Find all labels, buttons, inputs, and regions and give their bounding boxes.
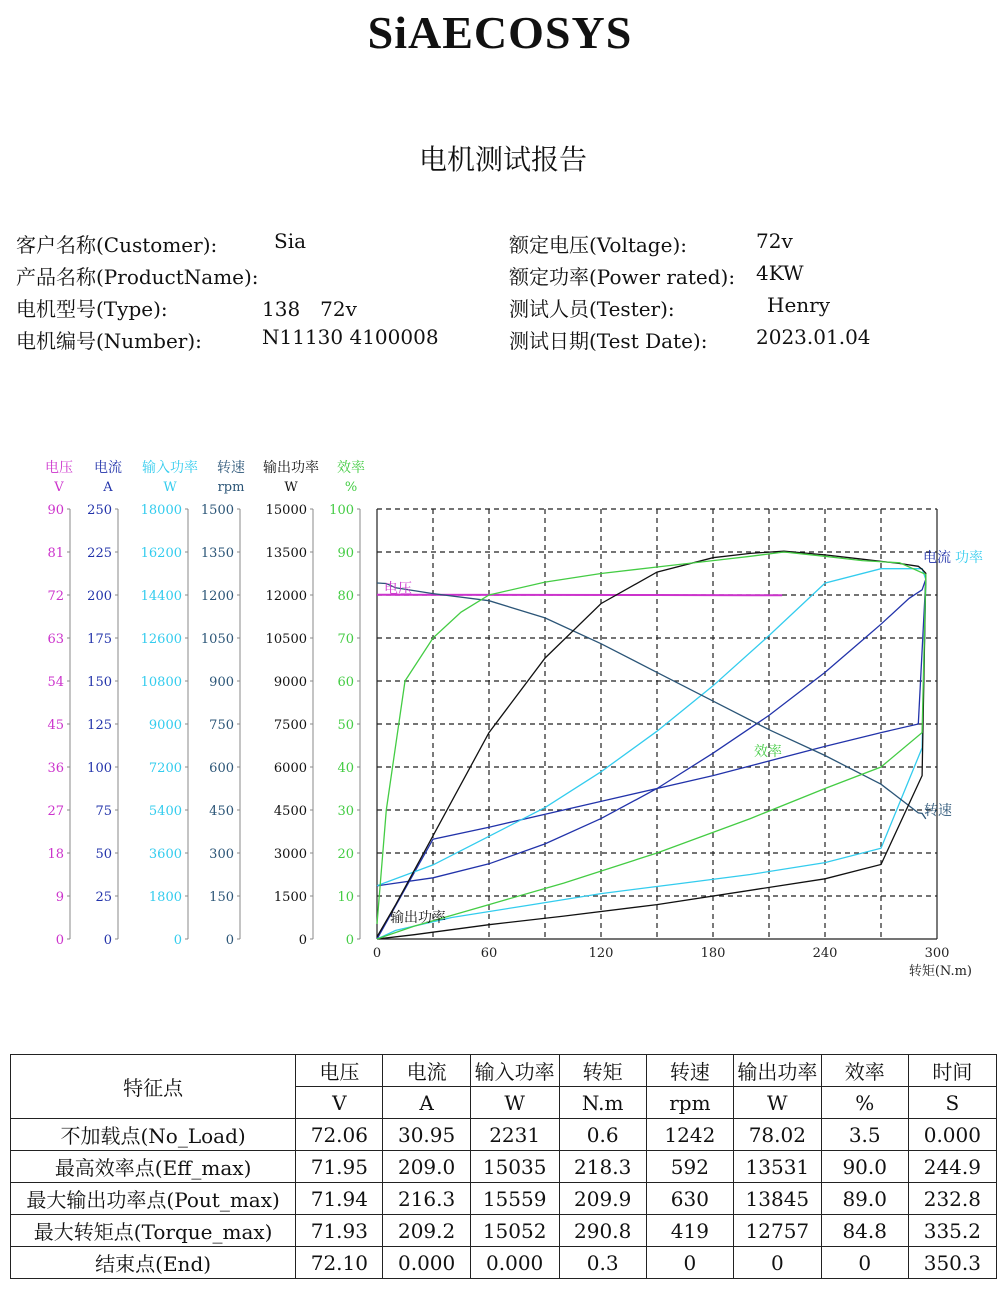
tick-label: 175 (87, 632, 112, 647)
tick-label: 1500 (200, 503, 234, 518)
tick-label: 1200 (200, 589, 234, 604)
tick-label: 3600 (148, 847, 182, 862)
tick-label: 0 (173, 933, 182, 948)
table-cell: 84.8 (821, 1215, 908, 1247)
table-cell: 1242 (646, 1119, 733, 1151)
tick-label: 450 (209, 804, 234, 819)
table-row (11, 1151, 997, 1183)
tick-label: 40 (337, 761, 354, 776)
tick-label: 225 (87, 546, 112, 561)
tester-label: 测试人员(Tester): (509, 297, 675, 321)
tick-label: 54 (47, 675, 64, 690)
table-row (11, 1247, 997, 1279)
header-speed: 转速 (646, 1055, 733, 1087)
unit-torque: N.m (559, 1087, 646, 1119)
unit-output-power: W (733, 1087, 821, 1119)
curve-label-speed: 转速 (924, 803, 952, 819)
series-line-4 (377, 551, 926, 939)
tick-label: 90 (337, 546, 354, 561)
table-cell: 71.93 (296, 1215, 383, 1247)
tick-label: 25 (95, 890, 112, 905)
table-cell: 0.6 (559, 1119, 646, 1151)
tick-label: 18000 (140, 503, 182, 518)
table-cell: 72.10 (296, 1247, 383, 1279)
table-cell: 90.0 (821, 1151, 908, 1183)
tick-label: 20 (337, 847, 354, 862)
curve-label-efficiency: 效率 (754, 744, 782, 760)
curve-label-current: 电流 (923, 550, 951, 566)
table-cell: 15559 (470, 1183, 559, 1215)
tick-label: 80 (337, 589, 354, 604)
tick-label: 1050 (200, 632, 234, 647)
tick-label: 750 (209, 718, 234, 733)
number-label: 电机编号(Number): (16, 329, 202, 353)
axis-name: 电流 (94, 460, 122, 476)
product-label: 产品名称(ProductName): (16, 265, 259, 289)
report-title: 电机测试报告 (418, 143, 587, 176)
axis-unit: rpm (217, 480, 245, 495)
tick-label: 9 (55, 890, 64, 905)
axes-layer (45, 459, 365, 948)
x-tick-label: 300 (924, 946, 950, 961)
tick-label: 50 (95, 847, 112, 862)
tick-label: 0 (55, 933, 64, 948)
curve-label-voltage: 电压 (384, 581, 412, 597)
date-label: 测试日期(Test Date): (509, 329, 708, 353)
table-cell: 232.8 (908, 1183, 996, 1215)
tick-label: 100 (87, 761, 112, 776)
tick-label: 60 (337, 675, 354, 690)
curve-label-output-power: 输出功率 (390, 910, 446, 926)
tick-label: 10800 (140, 675, 182, 690)
y-axis-4 (263, 460, 319, 948)
voltage-value: 72v (756, 229, 793, 253)
x-tick-label: 0 (372, 946, 382, 961)
tick-label: 0 (103, 933, 112, 948)
table-cell: 13531 (733, 1151, 821, 1183)
table-cell: 592 (646, 1151, 733, 1183)
series-line-1 (377, 579, 926, 939)
unit-current: A (383, 1087, 470, 1119)
power-value: 4KW (756, 261, 804, 285)
unit-time: S (908, 1087, 996, 1119)
y-axis-3 (201, 459, 245, 948)
table-cell: 216.3 (383, 1183, 470, 1215)
tick-label: 63 (47, 632, 64, 647)
tick-label: 70 (337, 632, 354, 647)
table-cell: 12757 (733, 1215, 821, 1247)
series-line-3 (377, 583, 926, 819)
series-line-2 (377, 569, 926, 939)
tick-label: 12000 (265, 589, 307, 604)
table-cell: 209.9 (559, 1183, 646, 1215)
y-axis-1 (87, 459, 122, 948)
axis-name: 输入功率 (142, 460, 198, 476)
y-axis-5 (329, 460, 365, 948)
tick-label: 72 (47, 589, 64, 604)
tick-label: 150 (87, 675, 112, 690)
x-axis-label: 转矩(N.m) (908, 964, 972, 979)
x-tick-label: 240 (812, 946, 838, 961)
x-tick-label: 120 (588, 946, 614, 961)
table-cell: 15035 (470, 1151, 559, 1183)
table-cell: 15052 (470, 1215, 559, 1247)
feature-points-table (10, 1054, 997, 1279)
axis-unit: W (284, 480, 298, 495)
header-input-power: 输入功率 (470, 1055, 559, 1087)
table-cell: 89.0 (821, 1183, 908, 1215)
tick-label: 27 (47, 804, 64, 819)
table-cell: 13845 (733, 1183, 821, 1215)
axis-name: 输出功率 (263, 460, 319, 476)
axis-name: 转速 (217, 460, 245, 476)
series-layer (377, 551, 926, 939)
header-torque: 转矩 (559, 1055, 646, 1087)
motor-test-chart (0, 450, 1000, 990)
unit-input-power: W (470, 1087, 559, 1119)
axis-unit: A (103, 480, 113, 495)
row-label: 最大输出功率点(Pout_max) (11, 1183, 296, 1215)
tick-label: 300 (209, 847, 234, 862)
row-label: 不加载点(No_Load) (11, 1119, 296, 1151)
type-value: 138 72v (262, 297, 357, 321)
customer-value: Sia (274, 229, 307, 253)
x-tick-label: 180 (700, 946, 726, 961)
table-row (11, 1119, 997, 1151)
tick-label: 90 (47, 503, 64, 518)
table-header-row (11, 1055, 997, 1087)
table-cell: 3.5 (821, 1119, 908, 1151)
header-output-power: 输出功率 (733, 1055, 821, 1087)
header-time: 时间 (908, 1055, 996, 1087)
voltage-label: 额定电压(Voltage): (509, 233, 687, 257)
table-cell: 78.02 (733, 1119, 821, 1151)
tick-label: 45 (47, 718, 64, 733)
tick-label: 9000 (273, 675, 307, 690)
tick-label: 15000 (265, 503, 307, 518)
table-cell: 244.9 (908, 1151, 996, 1183)
table-cell: 209.2 (383, 1215, 470, 1247)
table-cell: 0 (821, 1247, 908, 1279)
table-cell: 71.94 (296, 1183, 383, 1215)
tick-label: 7200 (148, 761, 182, 776)
row-label: 最大转矩点(Torque_max) (11, 1215, 296, 1247)
table-cell: 209.0 (383, 1151, 470, 1183)
table-cell: 0 (646, 1247, 733, 1279)
tick-label: 100 (329, 503, 354, 518)
table-cell: 218.3 (559, 1151, 646, 1183)
tick-label: 0 (345, 933, 354, 948)
table-cell: 290.8 (559, 1215, 646, 1247)
y-axis-0 (45, 459, 73, 948)
tick-label: 200 (87, 589, 112, 604)
table-cell: 30.95 (383, 1119, 470, 1151)
header-current: 电流 (383, 1055, 470, 1087)
tick-label: 9000 (148, 718, 182, 733)
tick-label: 81 (47, 546, 64, 561)
curve-label-input-power: 功率 (955, 550, 983, 566)
tick-label: 36 (47, 761, 64, 776)
tick-label: 0 (298, 933, 307, 948)
feature-point-header: 特征点 (11, 1055, 296, 1119)
number-value: N11130 4100008 (262, 325, 439, 349)
tick-label: 900 (209, 675, 234, 690)
header-voltage: 电压 (296, 1055, 383, 1087)
tick-label: 12600 (140, 632, 182, 647)
unit-efficiency: % (821, 1087, 908, 1119)
axis-unit: W (163, 480, 177, 495)
tick-label: 0 (225, 933, 234, 948)
table-cell: 0.000 (470, 1247, 559, 1279)
table-cell: 0 (733, 1247, 821, 1279)
tick-label: 4500 (273, 804, 307, 819)
tick-label: 1500 (273, 890, 307, 905)
table-cell: 419 (646, 1215, 733, 1247)
table-row (11, 1215, 997, 1247)
tick-label: 5400 (148, 804, 182, 819)
y-axis-2 (141, 460, 198, 948)
tick-label: 1350 (200, 546, 234, 561)
table-cell: 72.06 (296, 1119, 383, 1151)
x-tick-label: 60 (480, 946, 498, 961)
tick-label: 600 (209, 761, 234, 776)
date-value: 2023.01.04 (756, 325, 871, 349)
tick-label: 125 (87, 718, 112, 733)
tick-label: 30 (337, 804, 354, 819)
tick-label: 250 (87, 503, 112, 518)
power-label: 额定功率(Power rated): (509, 265, 736, 289)
table-cell: 2231 (470, 1119, 559, 1151)
tick-label: 3000 (273, 847, 307, 862)
tick-label: 6000 (273, 761, 307, 776)
tick-label: 7500 (273, 718, 307, 733)
tick-label: 1800 (148, 890, 182, 905)
tick-label: 150 (209, 890, 234, 905)
grid-layer (373, 509, 972, 979)
axis-unit: % (344, 480, 358, 495)
table-cell: 350.3 (908, 1247, 996, 1279)
label-layer (384, 549, 983, 926)
type-label: 电机型号(Type): (16, 297, 168, 321)
tick-label: 14400 (140, 589, 182, 604)
table-cell: 71.95 (296, 1151, 383, 1183)
customer-label: 客户名称(Customer): (16, 233, 218, 257)
axis-name: 效率 (337, 460, 365, 476)
table-cell: 335.2 (908, 1215, 996, 1247)
unit-voltage: V (296, 1087, 383, 1119)
row-label: 结束点(End) (11, 1247, 296, 1279)
series-line-5 (377, 552, 926, 939)
tick-label: 75 (95, 804, 112, 819)
table-cell: 0.000 (383, 1247, 470, 1279)
header-efficiency: 效率 (821, 1055, 908, 1087)
table-cell: 0.3 (559, 1247, 646, 1279)
unit-speed: rpm (646, 1087, 733, 1119)
tick-label: 16200 (140, 546, 182, 561)
tick-label: 10500 (265, 632, 307, 647)
tick-label: 18 (47, 847, 64, 862)
table-row (11, 1183, 997, 1215)
axis-name: 电压 (45, 460, 73, 476)
tester-value: Henry (767, 293, 831, 317)
tick-label: 50 (337, 718, 354, 733)
table-cell: 630 (646, 1183, 733, 1215)
row-label: 最高效率点(Eff_max) (11, 1151, 296, 1183)
tick-label: 10 (337, 890, 354, 905)
tick-label: 13500 (265, 546, 307, 561)
table-cell: 0.000 (908, 1119, 996, 1151)
brand-title: SiAECOSYS (367, 7, 633, 58)
axis-unit: V (54, 480, 64, 495)
